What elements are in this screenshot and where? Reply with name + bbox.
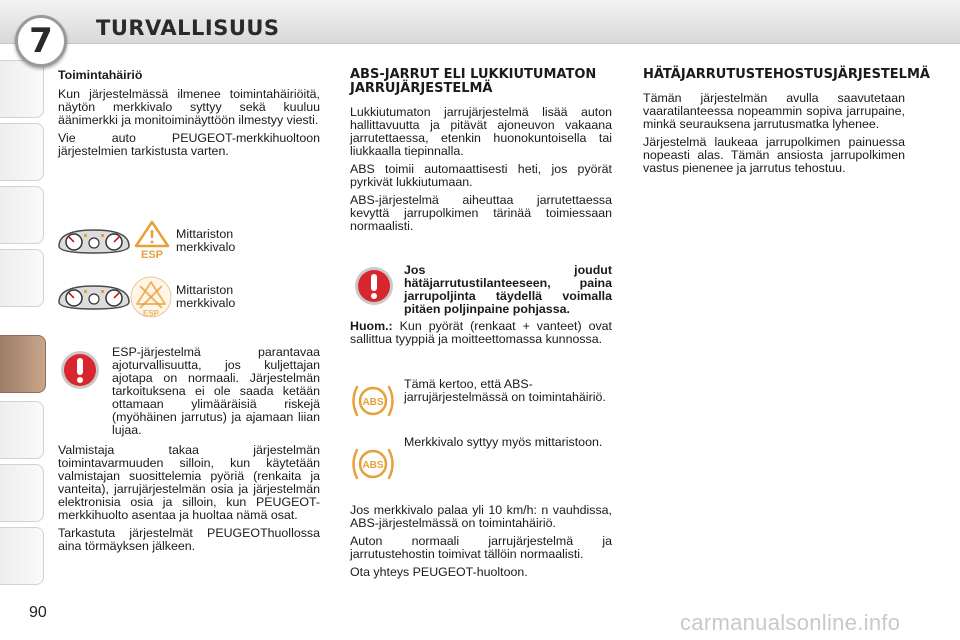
col1-lower-text: [58, 444, 320, 558]
paragraph: ABS-järjestelmä aiheuttaa jarrutettaessa kevyttä jarrupolkimen tärinää toimiessaan normaalisti.: [350, 193, 612, 233]
paragraph: Kun järjestelmässä ilmenee toimintahäiriöitä, näytön merkkivalo syttyy sekä kuuluu äänimerkki ja monitoiminäyttöön ilmestyy viesti.: [58, 87, 320, 127]
chapter-tab-4[interactable]: [0, 249, 44, 307]
paragraph: Järjestelmä laukeaa jarrupolkimen painuessa nopeasti alas. Tämän ansiosta jarrupolkimen vastus pienenee ja jarrutus tehostuu.: [643, 135, 905, 175]
page-number: 90: [29, 604, 47, 621]
warning-text-esp: [112, 346, 320, 437]
watermark: carmanualsonline.info: [680, 610, 901, 635]
instrument-cluster-icon: [56, 226, 132, 256]
column-malfunction: [58, 68, 320, 163]
chapter-badge: [15, 15, 67, 67]
abs-cluster-text: Merkkivalo syttyy myös mittaristoon.: [404, 435, 603, 449]
chapter-tab-10[interactable]: [0, 527, 44, 585]
column-emergency-braking-assist: [643, 67, 930, 180]
paragraph: Jos merkkivalo palaa yli 10 km/h: n vauhdissa, ABS-järjestelmässä on toimintahäiriö.: [350, 503, 612, 530]
section-heading-malfunction: Toimintahäiriö: [58, 68, 143, 82]
paragraph: Vie auto PEUGEOT-merkkihuoltoon järjestelmien tarkistusta varten.: [58, 131, 320, 158]
esp-warning-icon: [133, 220, 171, 260]
emergency-brake-warning: Jos joudut hätäjarrutustilanteeseen, paina jarrupoljinta täydellä voimalla pitäen poljinpaine pohjassa.: [404, 263, 612, 316]
chapter-tab-1[interactable]: [0, 60, 44, 118]
chapter-tab-3[interactable]: [0, 186, 44, 244]
note-paragraph: [350, 320, 612, 346]
esp-icon-label: ESP: [140, 249, 164, 260]
lamp-label: Mittariston merkkivalo: [176, 227, 236, 254]
paragraph: Auton normaali jarrujärjestelmä ja jarrutustehostin toimivat tällöin normaalisti.: [350, 534, 612, 561]
abs-warning-icon: [349, 382, 397, 420]
abs-warning-icon: [349, 445, 397, 483]
abs-icon-label: ABS: [362, 397, 384, 408]
chapter-tab-8[interactable]: [0, 401, 44, 459]
note-text: Kun pyörät (renkaat + vanteet) ovat sallittua tyyppiä ja moitteettomassa kunnossa.: [350, 319, 612, 346]
warning-exclamation-icon: [60, 350, 100, 390]
paragraph: Tarkastuta järjestelmät PEUGEOThuollossa aina törmäyksen jälkeen.: [58, 526, 320, 553]
paragraph: Tämän järjestelmän avulla saavutetaan vaaratilanteessa nopeammin sopiva jarrupaine, minkä seurauksena jarrutusmatka lyhenee.: [643, 91, 905, 131]
column-abs: [350, 68, 612, 238]
abs-malfunction-text: Tämä kertoo, että ABS-jarrujärjestelmässä on toimintahäiriö.: [404, 377, 606, 404]
page-title: TURVALLISUUS: [96, 16, 280, 40]
section-heading-abs: ABS-JARRUT ELI LUKKIUTUMATON JARRUJÄRJESTELMÄ: [350, 67, 597, 96]
esp-icon-label: ESP: [142, 309, 160, 318]
warning-exclamation-icon: [354, 266, 394, 306]
chapter-tab-2[interactable]: [0, 123, 44, 181]
chapter-tabs: [0, 52, 46, 582]
abs-icon-label: ABS: [362, 460, 384, 471]
section-heading-emergency-braking: HÄTÄJARRUTUSTEHOSTUSJÄRJESTELMÄ: [643, 67, 930, 82]
paragraph: Valmistaja takaa järjestelmän toimintavarmuuden silloin, kun käytetään valmistajan suosittelemia pyöriä (renkaita ja vanteita), jarrujärjestelmän osia ja järjestelmän elektronisia osia ja silloin, kun PEUGEOT-merkkihuolto asentaa ja huoltaa nämä osat.: [58, 443, 320, 522]
chapter-number: 7: [29, 21, 53, 61]
paragraph: Ota yhteys PEUGEOT-huoltoon.: [350, 565, 528, 579]
chapter-tab-9[interactable]: [0, 464, 44, 522]
warning-text: ESP-järjestelmä parantavaa ajoturvallisuutta, jos kuljettajan ajotapa on normaali. Järjestelmän tarkoituksena ei ole saada ketään ottamaan ylimääräisiä riskejä (myöhäinen jarrutus) ja ajamaan liian lujaa.: [112, 345, 320, 437]
esp-off-icon: [128, 274, 174, 320]
col2-lower-text: [350, 504, 612, 584]
chapter-tab-7-active[interactable]: [0, 335, 46, 393]
paragraph: Lukkiutumaton jarrujärjestelmä lisää auton hallittavuutta ja pitävät ajoneuvon vakaana jarrutettaessa, etenkin huonokuntoisella tai liukkaalla tiepinnalla.: [350, 105, 612, 158]
paragraph: ABS toimii automaattisesti heti, jos pyörät pyrkivät lukkiutumaan.: [350, 162, 612, 189]
instrument-cluster-icon: [56, 282, 132, 312]
lamp-label: Mittariston merkkivalo: [176, 283, 236, 310]
note-label: Huom.:: [350, 319, 393, 333]
